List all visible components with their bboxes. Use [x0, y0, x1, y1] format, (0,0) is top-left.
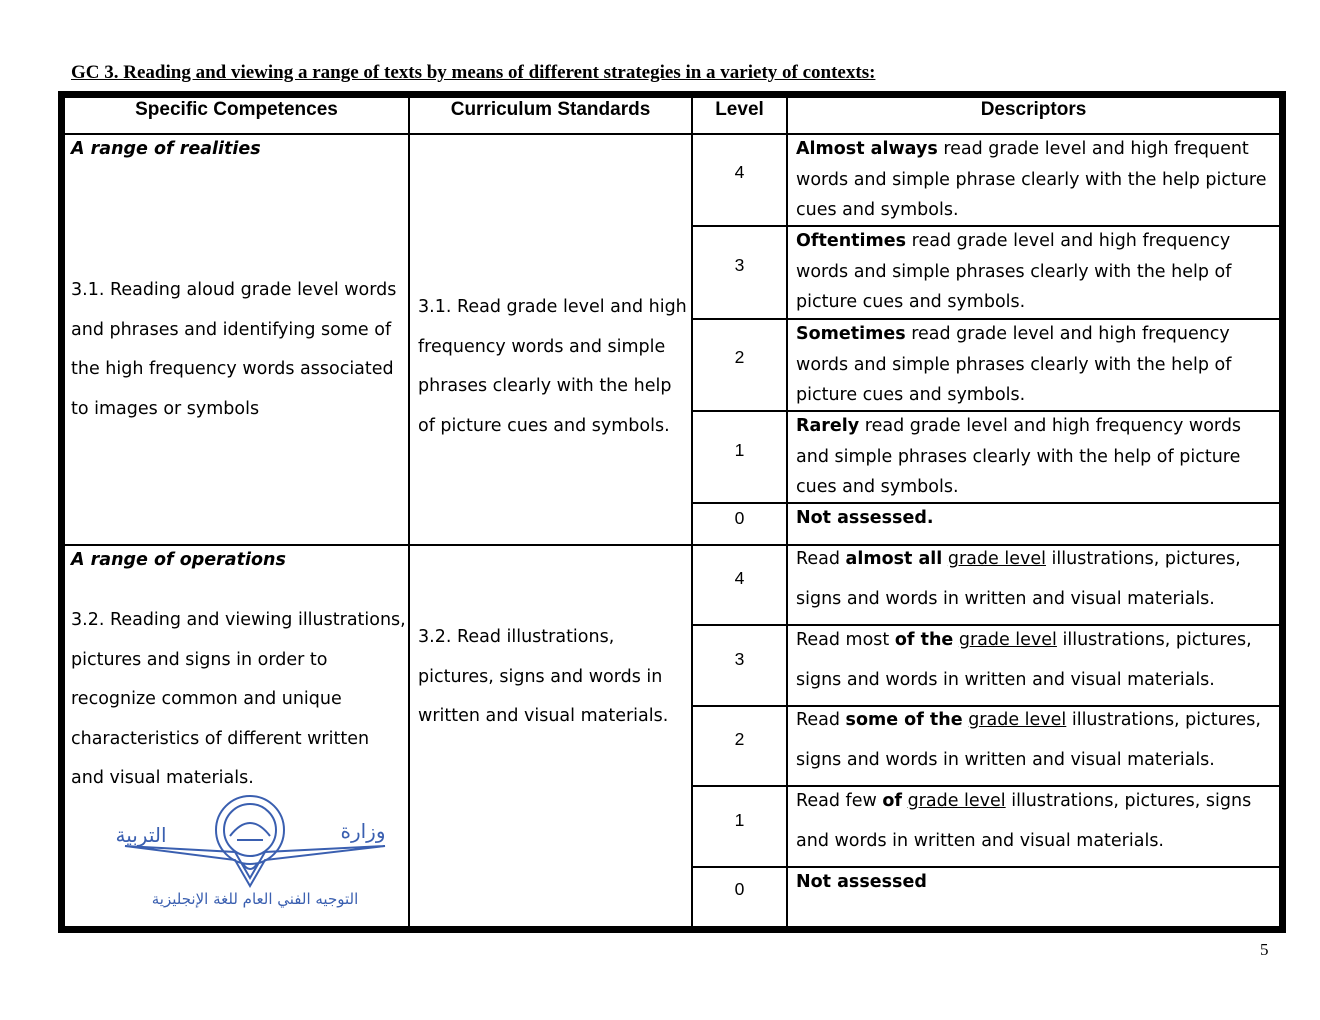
- document-title: GC 3. Reading and viewing a range of texts by means of different strategies in a variety of contexts:: [71, 62, 876, 83]
- descriptor-quantity: some of the: [845, 710, 963, 730]
- section1-heading: A range of realities: [71, 139, 261, 159]
- seal-text-education: التربية: [115, 823, 167, 847]
- descriptor-text: illustrations, pictures, signs and words in written and visual materials.: [796, 791, 1252, 851]
- section2-descriptor-1: Read few of grade level illustrations, pictures, signs and words in written and visual materials.: [796, 791, 1252, 851]
- header-specific-competences: Specific Competences: [135, 99, 338, 120]
- column-divider: [408, 97, 410, 927]
- section1-level-1: 1: [734, 440, 745, 460]
- header-descriptors: Descriptors: [980, 99, 1087, 120]
- descriptor-text: illustrations, pictures, signs and words in written and visual materials.: [796, 549, 1241, 609]
- section2-level-0: 0: [734, 879, 745, 899]
- section2-competence: 3.2. Reading and viewing illustrations, pictures and signs in order to recognize common and unique characteristics of different written and visual materials.: [71, 610, 406, 788]
- section2-descriptor-3: Read most of the grade level illustrations, pictures, signs and words in written and visual materials.: [796, 630, 1252, 690]
- descriptor-frequency: Rarely: [796, 416, 860, 436]
- descriptor-quantity: of: [882, 791, 902, 811]
- seal-text-department: التوجيه الفني العام للغة الإنجليزية: [151, 890, 359, 908]
- descriptor-frequency: Oftentimes: [796, 231, 907, 251]
- section2-descriptor-2: Read some of the grade level illustrations, pictures, signs and words in written and visual materials.: [796, 710, 1261, 770]
- section1-descriptor-1: [796, 411, 1276, 503]
- section1-descriptor-4: [796, 134, 1276, 226]
- descriptor-grade-level: grade level: [968, 710, 1067, 730]
- section1-level-3: 3: [734, 255, 745, 275]
- section2-level-4: 4: [734, 568, 745, 588]
- descriptor-grade-level: grade level: [958, 630, 1057, 650]
- descriptor-quantity: almost all: [845, 549, 943, 569]
- section2-descriptor-0: [796, 867, 1276, 898]
- header-level: Level: [715, 99, 764, 120]
- section1-standard: 3.1. Read grade level and high frequency words and simple phrases clearly with the help of picture cues and symbols.: [418, 297, 687, 436]
- section1-descriptor-3: [796, 226, 1276, 318]
- column-divider: [786, 97, 788, 927]
- descriptor-text: read grade level and high frequency words and simple phrases clearly with the help of picture cues and symbols.: [796, 231, 1232, 312]
- section1-descriptor-0: [796, 503, 1276, 534]
- section2-level-3: 3: [734, 649, 745, 669]
- descriptor-text: read grade level and high frequent words and simple phrase clearly with the help picture cues and symbols.: [796, 139, 1267, 220]
- section1-competence: 3.1. Reading aloud grade level words and phrases and identifying some of the high frequency words associated to images or symbols: [71, 280, 397, 419]
- page-number: 5: [1260, 940, 1269, 959]
- section1-level-2: 2: [734, 347, 745, 367]
- section1-level-4: 4: [734, 162, 745, 182]
- section1-descriptor-2: [796, 319, 1276, 411]
- descriptor-not-assessed: Not assessed.: [796, 508, 934, 528]
- descriptor-not-assessed: Not assessed: [796, 872, 927, 892]
- header-curriculum-standards: Curriculum Standards: [450, 99, 651, 120]
- section2-descriptor-4: Read almost all grade level illustrations, pictures, signs and words in written and visual materials.: [796, 549, 1241, 609]
- ministry-seal-icon: [105, 790, 405, 916]
- section1-level-0: 0: [734, 508, 745, 528]
- descriptor-frequency: Sometimes: [796, 324, 906, 344]
- descriptor-text: illustrations, pictures, signs and words in written and visual materials.: [796, 710, 1261, 770]
- seal-text-ministry: وزارة: [340, 819, 386, 843]
- descriptor-text: read grade level and high frequency words and simple phrases clearly with the help of picture cues and symbols.: [796, 416, 1242, 497]
- section2-standard: 3.2. Read illustrations, pictures, signs and words in written and visual materials.: [418, 627, 669, 726]
- descriptor-grade-level: grade level: [907, 791, 1006, 811]
- descriptor-text: illustrations, pictures, signs and words in written and visual materials.: [796, 630, 1252, 690]
- section2-level-1: 1: [734, 810, 745, 830]
- descriptor-frequency: Almost always: [796, 139, 938, 159]
- descriptor-grade-level: grade level: [947, 549, 1046, 569]
- section2-level-2: 2: [734, 729, 745, 749]
- descriptor-text: read grade level and high frequency words and simple phrases clearly with the help of picture cues and symbols.: [796, 324, 1232, 405]
- descriptor-quantity: of the: [894, 630, 954, 650]
- section2-heading: A range of operations: [71, 550, 286, 570]
